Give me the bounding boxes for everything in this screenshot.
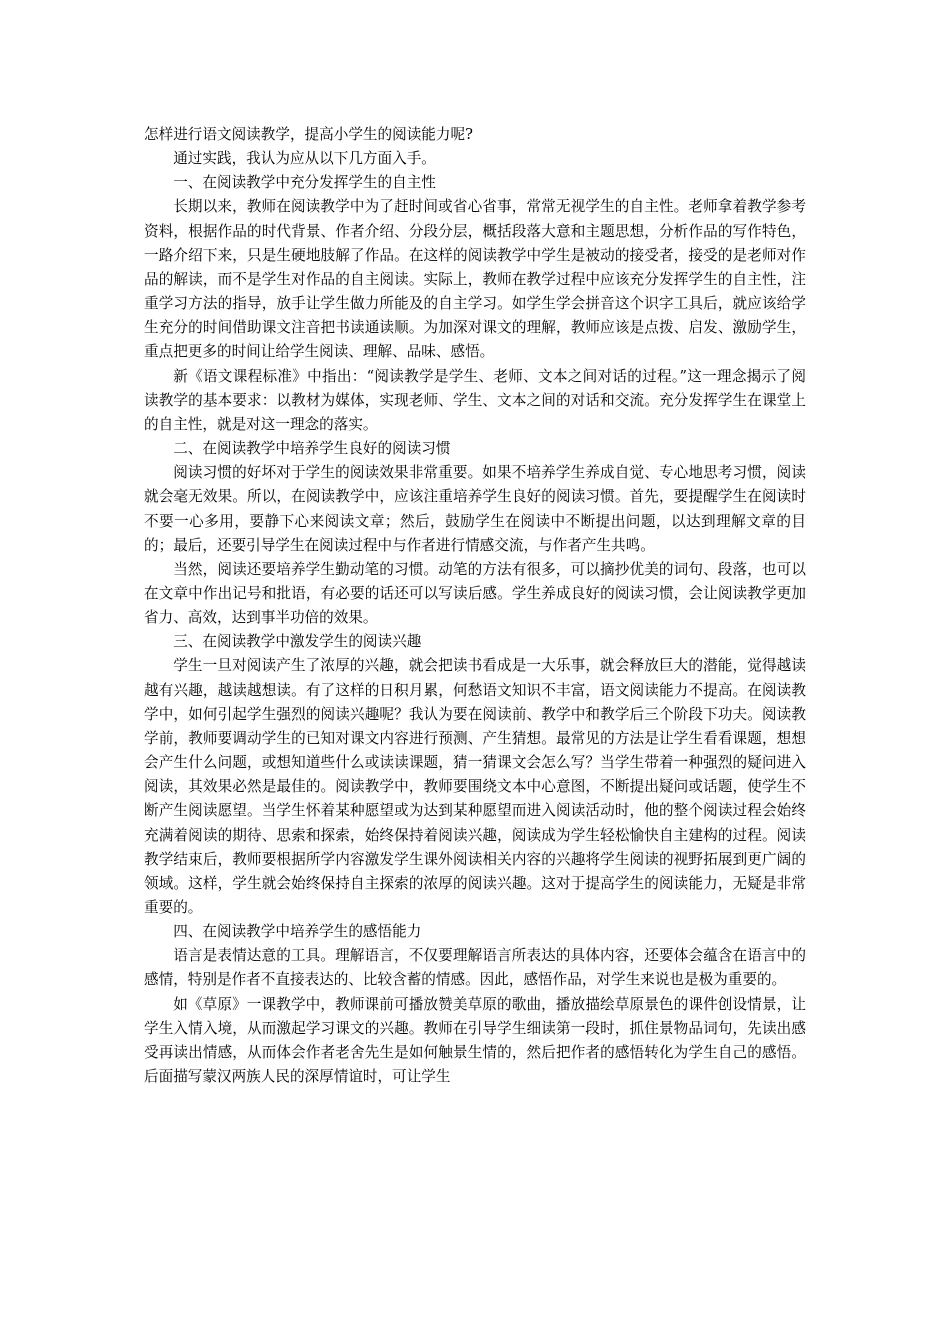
section-heading-3: 三、在阅读教学中激发学生的阅读兴趣 xyxy=(173,633,422,651)
body-paragraph: 当然，阅读还要培养学生勤动笔的习惯。动笔的方法有很多，可以摘抄优美的词句、段落，也可以在文章中作出记号和批语，有必要的话还可以写读后感。学生养成良好的阅读习惯，会让阅读教学更加省力、高效，达到事半功倍的效果。 xyxy=(144,560,806,627)
intro-question: 怎样进行语文阅读教学，提高小学生的阅读能力呢? xyxy=(144,126,473,143)
body-paragraph: 新《语文课程标准》中指出：“阅读教学是学生、老师、文本之间对话的过程。”这一理念揭示了阅读教学的基本要求：以教材为媒体，实现老师、学生、文本之间的对话和交流。充分发挥学生在课堂上的自主性，就是对这一理念的落实。 xyxy=(144,367,806,433)
document-page xyxy=(144,123,806,1089)
intro-paragraph: 通过实践，我认为应从以下几方面入手。 xyxy=(173,150,436,168)
body-paragraph: 语言是表情达意的工具。理解语言，不仅要理解语言所表达的具体内容，还要体会蕴含在语言中的感情，特别是作者不直接表达的、比较含蓄的情感。因此，感悟作品，对学生来说也是极为重要的。 xyxy=(144,947,806,989)
section-heading-4: 四、在阅读教学中培养学生的感悟能力 xyxy=(173,923,422,941)
body-paragraph: 阅读习惯的好坏对于学生的阅读效果非常重要。如果不培养学生养成自觉、专心地思考习惯，阅读就会毫无效果。所以，在阅读教学中，应该注重培养学生良好的阅读习惯。首先，要提醒学生在阅读时不要一心多用，要静下心来阅读文章；然后，鼓励学生在阅读中不断提出问题，以达到理解文章的目的；最后，还要引导学生在阅读过程中与作者进行情感交流，与作者产生共鸣。 xyxy=(144,464,806,554)
section-heading-2: 二、在阅读教学中培养学生良好的阅读习惯 xyxy=(173,440,451,458)
body-paragraph: 学生一旦对阅读产生了浓厚的兴趣，就会把读书看成是一大乐事，就会释放巨大的潜能，觉得越读越有兴趣，越读越想读。有了这样的日积月累，何愁语文知识不丰富，语文阅读能力不提高。在阅读教学中，如何引起学生强烈的阅读兴趣呢？我认为要在阅读前、教学中和教学后三个阶段下功夫。阅读教学前，教师要调动学生的已知对课文内容进行预测、产生猜想。最常见的方法是让学生看看课题，想想会产生什么问题，或想知道些什么或读读课题，猜一猜课文会怎么写？当学生带着一种强烈的疑问进入阅读，其效果必然是最佳的。阅读教学中，教师要围绕文本中心意图，不断提出疑问或话题，使学生不断产生阅读愿望。当学生怀着某种愿望或为达到某种愿望而进入阅读活动时，他的整个阅读过程会始终充满着阅读的期待、思索和探索，始终保持着阅读兴趣，阅读成为学生轻松愉快自主建构的过程。阅读教学结束后，教师要根据所学内容激发学生课外阅读相关内容的兴趣将学生阅读的视野拓展到更广阔的领域。这样，学生就会始终保持自主探索的浓厚的阅读兴趣。这对于提高学生的阅读能力，无疑是非常重要的。 xyxy=(144,657,806,916)
body-paragraph: 如《草原》一课教学中，教师课前可播放赞美草原的歌曲，播放描绘草原景色的课件创设情景，让学生入情入境，从而激起学习课文的兴趣。教师在引导学生细读第一段时，抓住景物品词句，先读出感受再读出情感，从而体会作者老舍先生是如何触景生情的，然后把作者的感悟转化为学生自己的感悟。后面描写蒙汉两族人民的深厚情谊时，可让学生 xyxy=(144,995,806,1086)
section-heading-1: 一、在阅读教学中充分发挥学生的自主性 xyxy=(173,174,436,192)
body-paragraph: 长期以来，教师在阅读教学中为了赶时间或省心省事，常常无视学生的自主性。老师拿着教学参考资料，根据作品的时代背景、作者介绍、分段分层，概括段落大意和主题思想，分析作品的写作特色，一路介绍下来，只是生硬地肢解了作品。在这样的阅读教学中学生是被动的接受者，接受的是老师对作品的解读，而不是学生对作品的自主阅读。实际上，教师在教学过程中应该充分发挥学生的自主性，注重学习方法的指导，放手让学生做力所能及的自主学习。如学生学会拼音这个识字工具后，就应该给学生充分的时间借助课文注音把书读通读顺。为加深对课文的理解，教师应该是点拨、启发、激励学生，重点把更多的时间让给学生阅读、理解、品味、感悟。 xyxy=(144,198,806,361)
